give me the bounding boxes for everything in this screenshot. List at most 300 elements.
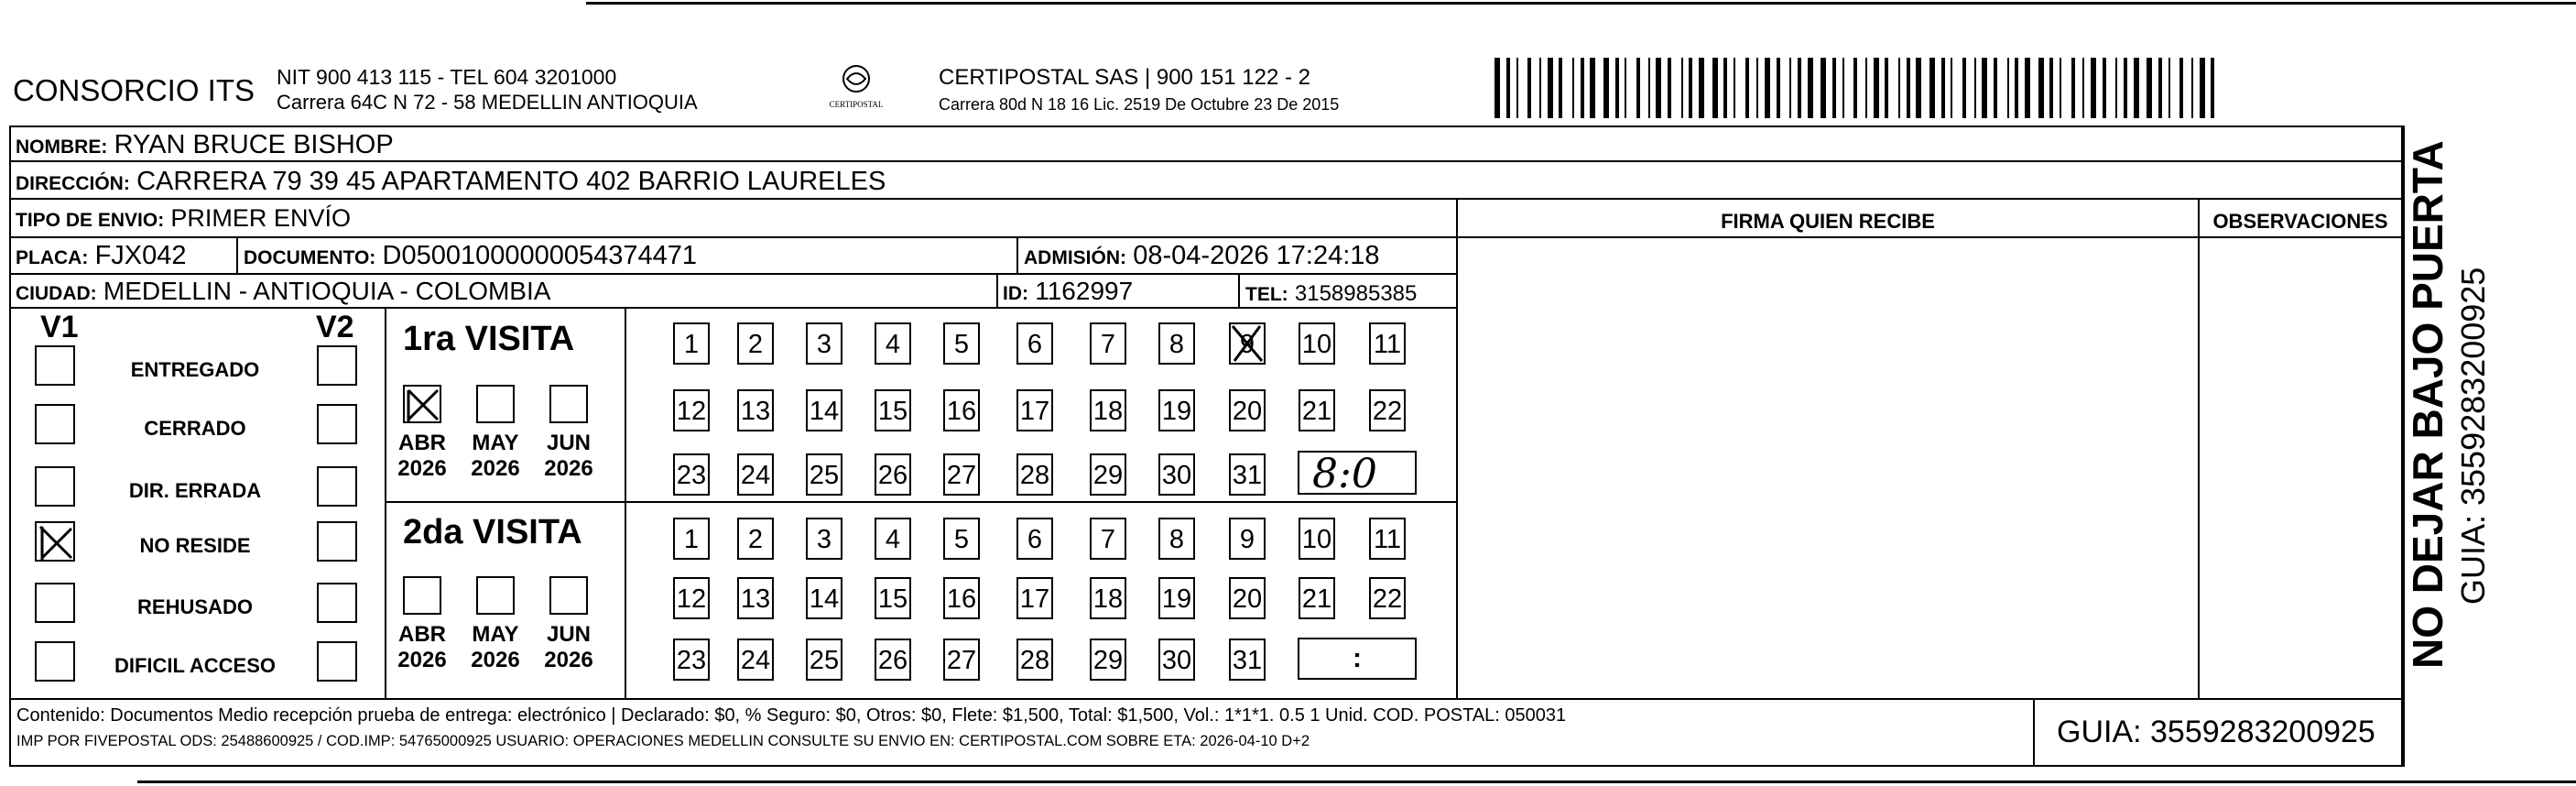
barcode-bar — [1699, 58, 1704, 118]
barcode-bar — [1745, 58, 1749, 118]
day-number: 1 — [683, 330, 700, 359]
second-visit-month-abr[interactable] — [403, 576, 441, 615]
col-line — [625, 307, 626, 698]
second-visit-day-27[interactable] — [943, 639, 980, 681]
nombre-row — [16, 132, 394, 158]
day-number: 16 — [946, 584, 977, 614]
second-visit-day-28[interactable] — [1016, 639, 1053, 681]
id-label: ID: — [1003, 283, 1028, 304]
v1-checkbox-no-reside[interactable] — [35, 521, 75, 562]
day-number: 17 — [1019, 397, 1050, 426]
day-number: 20 — [1232, 397, 1263, 426]
direccion-row — [16, 169, 886, 195]
barcode-bar — [2134, 58, 2139, 118]
second-visit-day-20[interactable] — [1229, 577, 1266, 619]
day-number: 12 — [676, 584, 707, 614]
admision-label: ADMISIÓN: — [1024, 247, 1126, 268]
certipostal-logo — [820, 64, 893, 115]
second-visit-day-30[interactable] — [1158, 639, 1195, 681]
barcode — [1495, 58, 2225, 118]
certipostal-line: CERTIPOSTAL SAS | 900 151 122 - 2 — [939, 65, 1310, 90]
barcode-bar — [2015, 58, 2018, 118]
second-visit-month-may[interactable] — [476, 576, 515, 615]
second-visit-day-22[interactable] — [1369, 577, 1406, 619]
day-number: 28 — [1019, 646, 1050, 675]
first-visit-day-7[interactable] — [1090, 322, 1126, 365]
first-visit-title: 1ra VISITA — [403, 320, 575, 358]
barcode-bar — [2211, 58, 2214, 118]
status-label: DIR. ERRADA — [128, 479, 262, 502]
first-visit-day-28[interactable] — [1016, 453, 1053, 496]
observaciones-header: OBSERVACIONES — [2212, 210, 2388, 233]
barcode-bar — [1765, 58, 1770, 118]
barcode-bar — [1929, 58, 1935, 118]
barcode-bar — [2191, 58, 2193, 118]
guia-vertical-text: GUIA: 3559283200925 — [2454, 267, 2492, 605]
day-number: 24 — [740, 646, 771, 675]
second-visit-day-11[interactable] — [1369, 518, 1406, 560]
day-number: 4 — [885, 330, 901, 359]
second-visit-day-26[interactable] — [875, 639, 911, 681]
v2-checkbox-cerrado[interactable] — [317, 404, 357, 444]
admision-row — [1024, 243, 1380, 269]
second-visit-day-21[interactable] — [1299, 577, 1335, 619]
first-visit-day-8[interactable] — [1158, 322, 1195, 365]
day-number: 23 — [676, 646, 707, 675]
second-visit-day-3[interactable] — [806, 518, 842, 560]
barcode-bar — [1668, 58, 1671, 118]
barcode-bar — [2115, 58, 2117, 118]
second-visit-day-8[interactable] — [1158, 518, 1195, 560]
day-number: 24 — [740, 461, 771, 490]
second-visit-day-14[interactable] — [806, 577, 842, 619]
barcode-bar — [1885, 58, 1888, 118]
first-visit-day-25[interactable] — [806, 453, 842, 496]
v1-checkbox-rehusado[interactable] — [35, 583, 75, 623]
barcode-bar — [1916, 58, 1921, 118]
barcode-bar — [1656, 58, 1661, 118]
logo-icon — [838, 64, 875, 95]
barcode-bar — [1590, 58, 1595, 118]
direccion-value: CARRERA 79 39 45 APARTAMENTO 402 BARRIO LAURELES — [136, 167, 886, 196]
barcode-bar — [1798, 58, 1801, 118]
tipo-value: PRIMER ENVÍO — [170, 204, 351, 232]
second-time-value: : — [1353, 643, 1362, 673]
v2-label: V2 — [316, 310, 354, 344]
col-line — [236, 236, 238, 273]
day-number: 11 — [1373, 525, 1402, 554]
month-year: 2026 — [471, 647, 520, 672]
second-visit-day-7[interactable] — [1090, 518, 1126, 560]
top-cut-line — [586, 2, 2576, 5]
barcode-bar — [2007, 58, 2009, 118]
month-year: 2026 — [544, 455, 593, 481]
v2-checkbox-entregado[interactable] — [317, 345, 357, 386]
first-visit-day-26[interactable] — [875, 453, 911, 496]
second-visit-day-4[interactable] — [875, 518, 911, 560]
barcode-bar — [1681, 58, 1683, 118]
col-line — [385, 307, 386, 698]
first-visit-day-24[interactable] — [737, 453, 774, 496]
row-line — [9, 198, 2405, 200]
footer-guia: GUIA: 3559283200925 — [2057, 715, 2375, 749]
barcode-bar — [2200, 58, 2205, 118]
barcode-bar — [1539, 58, 1541, 118]
ciudad-row — [16, 278, 550, 304]
row-line — [9, 273, 1458, 275]
bottom-cut-line — [137, 781, 2576, 783]
first-visit-day-29[interactable] — [1090, 453, 1126, 496]
v2-checkbox-rehusado[interactable] — [317, 583, 357, 623]
warning-vertical — [2404, 140, 2451, 669]
firma-header: FIRMA QUIEN RECIBE — [1721, 210, 1935, 233]
first-visit-day-1[interactable] — [673, 322, 710, 365]
first-visit-day-11[interactable] — [1369, 322, 1406, 365]
barcode-bar — [1625, 58, 1626, 118]
month-year: 2026 — [397, 455, 447, 481]
first-visit-day-6[interactable] — [1016, 322, 1053, 365]
day-number: 17 — [1019, 584, 1050, 614]
barcode-bar — [1874, 58, 1879, 118]
day-number: 16 — [946, 397, 977, 426]
barcode-bar — [2168, 58, 2170, 118]
second-visit-day-1[interactable] — [673, 518, 710, 560]
month-name: MAY — [472, 622, 519, 647]
barcode-bar — [1581, 58, 1584, 118]
id-value: 1162997 — [1035, 277, 1134, 305]
placa-label: PLACA: — [16, 247, 89, 268]
day-number: 5 — [953, 330, 970, 359]
second-visit-day-16[interactable] — [943, 577, 980, 619]
address-line: Carrera 64C N 72 - 58 MEDELLIN ANTIOQUIA — [277, 91, 698, 114]
second-time-box[interactable] — [1298, 638, 1417, 680]
barcode-bar — [1951, 58, 1952, 118]
barcode-bar — [1603, 58, 1609, 118]
status-label: ENTREGADO — [130, 358, 260, 381]
barcode-bar — [2049, 58, 2053, 118]
barcode-bar — [2124, 58, 2127, 118]
barcode-bar — [1572, 58, 1574, 118]
first-visit-day-3[interactable] — [806, 322, 842, 365]
status-label: DIFICIL ACCESO — [114, 654, 276, 677]
guia-vertical — [2454, 267, 2492, 605]
first-visit-day-22[interactable] — [1369, 389, 1406, 431]
day-number: 13 — [740, 584, 771, 614]
first-time-value: 8:0 — [1312, 451, 1377, 497]
day-number: 29 — [1092, 646, 1124, 675]
month-name: JUN — [546, 622, 591, 647]
row-line — [9, 160, 2405, 162]
v1-checkbox-cerrado[interactable] — [35, 404, 75, 444]
day-number: 8 — [1168, 525, 1185, 554]
day-number: 30 — [1161, 461, 1192, 490]
barcode-bar — [1832, 58, 1836, 118]
first-visit-day-31[interactable] — [1229, 453, 1266, 496]
v1-checkbox-dir-errada[interactable] — [35, 466, 75, 507]
first-visit-day-12[interactable] — [673, 389, 710, 431]
day-number: 25 — [809, 646, 840, 675]
day-number: 15 — [877, 397, 908, 426]
certipostal-address: Carrera 80d N 18 16 Lic. 2519 De Octubre 23 De 2015 — [939, 95, 1340, 114]
day-number: 27 — [946, 461, 977, 490]
warning-text: NO DEJAR BAJO PUERTA — [2404, 140, 2451, 669]
day-number: 26 — [877, 461, 908, 490]
ciudad-label: CIUDAD: — [16, 283, 97, 304]
first-visit-day-18[interactable] — [1090, 389, 1126, 431]
barcode-bar — [1712, 58, 1718, 118]
day-number: 3 — [816, 525, 832, 554]
day-number: 7 — [1100, 330, 1116, 359]
barcode-bar — [1974, 58, 1976, 118]
second-visit-day-10[interactable] — [1299, 518, 1335, 560]
logo-text: CERTIPOSTAL — [829, 100, 884, 109]
barcode-bar — [2060, 58, 2061, 118]
status-label: REHUSADO — [137, 595, 253, 618]
day-number: 11 — [1373, 330, 1402, 359]
first-visit-day-19[interactable] — [1158, 389, 1195, 431]
barcode-bar — [1898, 58, 1900, 118]
second-visit-month-label — [537, 622, 601, 672]
day-number: 28 — [1019, 461, 1050, 490]
second-visit-day-18[interactable] — [1090, 577, 1126, 619]
day-number: 3 — [816, 330, 832, 359]
nombre-label: NOMBRE: — [16, 136, 108, 158]
month-name: ABR — [398, 431, 446, 455]
second-visit-day-24[interactable] — [737, 639, 774, 681]
day-number: 19 — [1161, 397, 1192, 426]
v1-checkbox-entregado[interactable] — [35, 345, 75, 386]
day-number: 15 — [877, 584, 908, 614]
v1-checkbox-dificil-acceso[interactable] — [35, 641, 75, 682]
month-name: MAY — [472, 431, 519, 455]
barcode-bar — [1941, 58, 1945, 118]
first-visit-month-jun[interactable] — [549, 385, 588, 423]
second-visit-day-25[interactable] — [806, 639, 842, 681]
day-number: 20 — [1232, 584, 1263, 614]
day-number: 26 — [877, 646, 908, 675]
barcode-bar — [2091, 58, 2096, 118]
first-visit-day-5[interactable] — [943, 322, 980, 365]
day-number: 2 — [747, 525, 764, 554]
placa-row — [16, 243, 187, 269]
direccion-label: DIRECCIÓN: — [16, 173, 130, 194]
status-label: NO RESIDE — [139, 534, 251, 557]
day-number: 1 — [683, 525, 700, 554]
day-number: 9 — [1239, 525, 1255, 554]
day-number: 14 — [809, 397, 840, 426]
v2-checkbox-dificil-acceso[interactable] — [317, 641, 357, 682]
nombre-value: RYAN BRUCE BISHOP — [114, 130, 394, 159]
barcode-bar — [1962, 58, 1966, 118]
day-number: 9 — [1239, 330, 1255, 359]
first-visit-day-13[interactable] — [737, 389, 774, 431]
first-visit-day-23[interactable] — [673, 453, 710, 496]
day-number: 30 — [1161, 646, 1192, 675]
nit-line: NIT 900 413 115 - TEL 604 3201000 — [277, 65, 617, 89]
day-number: 31 — [1232, 646, 1263, 675]
row-line — [9, 236, 2405, 238]
day-number: 6 — [1027, 525, 1043, 554]
barcode-bar — [2179, 58, 2183, 118]
tel-label: TEL: — [1245, 284, 1288, 305]
day-number: 8 — [1168, 330, 1185, 359]
barcode-bar — [1548, 58, 1553, 118]
month-year: 2026 — [544, 647, 593, 672]
first-visit-month-label — [537, 431, 601, 481]
day-number: 19 — [1161, 584, 1192, 614]
first-visit-day-27[interactable] — [943, 453, 980, 496]
barcode-bar — [2103, 58, 2106, 118]
second-visit-day-9[interactable] — [1229, 518, 1266, 560]
footer-line — [9, 698, 2405, 700]
first-visit-day-14[interactable] — [806, 389, 842, 431]
second-visit-day-2[interactable] — [737, 518, 774, 560]
barcode-bar — [1615, 58, 1619, 118]
id-row — [1003, 278, 1133, 304]
second-visit-day-5[interactable] — [943, 518, 980, 560]
first-visit-day-2[interactable] — [737, 322, 774, 365]
first-visit-month-abr[interactable] — [403, 385, 441, 423]
first-visit-month-label — [463, 431, 527, 481]
second-visit-month-label — [390, 622, 454, 672]
month-name: JUN — [546, 431, 591, 455]
barcode-bar — [1853, 58, 1857, 118]
second-visit-day-29[interactable] — [1090, 639, 1126, 681]
col-line — [2198, 198, 2200, 698]
barcode-bar — [1506, 58, 1510, 118]
barcode-bar — [1636, 58, 1640, 118]
day-number: 4 — [885, 525, 901, 554]
check-mark-icon — [1229, 322, 1266, 365]
day-number: 12 — [676, 397, 707, 426]
tel-row — [1245, 280, 1417, 305]
barcode-bar — [1734, 58, 1735, 118]
first-visit-month-may[interactable] — [476, 385, 515, 423]
barcode-bar — [2082, 58, 2084, 118]
first-visit-day-4[interactable] — [875, 322, 911, 365]
barcode-bar — [1527, 58, 1531, 118]
col-line — [2401, 126, 2403, 767]
month-name: ABR — [398, 622, 446, 647]
barcode-bar — [1842, 58, 1844, 118]
first-visit-day-15[interactable] — [875, 389, 911, 431]
second-visit-day-15[interactable] — [875, 577, 911, 619]
second-visit-title: 2da VISITA — [403, 513, 582, 551]
second-visit-day-31[interactable] — [1229, 639, 1266, 681]
first-visit-day-30[interactable] — [1158, 453, 1195, 496]
tel-value: 3158985385 — [1294, 281, 1418, 306]
first-visit-day-17[interactable] — [1016, 389, 1053, 431]
second-visit-day-12[interactable] — [673, 577, 710, 619]
first-visit-day-20[interactable] — [1229, 389, 1266, 431]
check-mark-icon — [405, 387, 443, 425]
barcode-bar — [1648, 58, 1650, 118]
second-visit-month-label — [463, 622, 527, 672]
col-line — [1238, 273, 1240, 307]
day-number: 18 — [1092, 584, 1124, 614]
day-number: 25 — [809, 461, 840, 490]
second-visit-day-13[interactable] — [737, 577, 774, 619]
row-line — [9, 307, 1458, 309]
company-name: CONSORCIO ITS — [13, 73, 255, 107]
row-line — [385, 501, 1458, 503]
day-number: 23 — [676, 461, 707, 490]
day-number: 18 — [1092, 397, 1124, 426]
day-number: 22 — [1372, 397, 1403, 426]
month-year: 2026 — [471, 455, 520, 481]
check-mark-icon — [37, 523, 77, 563]
day-number: 31 — [1232, 461, 1263, 490]
barcode-bar — [1808, 58, 1813, 118]
v2-checkbox-dir-errada[interactable] — [317, 466, 357, 507]
day-number: 7 — [1100, 525, 1116, 554]
day-number: 13 — [740, 397, 771, 426]
day-number: 6 — [1027, 330, 1043, 359]
second-visit-day-6[interactable] — [1016, 518, 1053, 560]
documento-row — [244, 243, 697, 269]
first-visit-day-10[interactable] — [1299, 322, 1335, 365]
barcode-bar — [2038, 58, 2044, 118]
day-number: 10 — [1301, 525, 1332, 554]
barcode-bar — [2025, 58, 2030, 118]
day-number: 10 — [1301, 330, 1332, 359]
second-visit-day-23[interactable] — [673, 639, 710, 681]
barcode-bar — [1723, 58, 1727, 118]
barcode-bar — [1994, 58, 1997, 118]
second-visit-day-19[interactable] — [1158, 577, 1195, 619]
day-number: 21 — [1301, 584, 1332, 614]
footer-line2: IMP POR FIVEPOSTAL ODS: 25488600925 / COD.IMP: 54765000925 USUARIO: OPERACIONES MEDELLIN CONSULTE SU ENVIO EN: CERTIPOSTAL.COM SOBRE ETA: 2026-04-10 D+2 — [16, 733, 1310, 749]
barcode-bar — [1559, 58, 1562, 118]
first-visit-day-9[interactable] — [1229, 322, 1266, 365]
tipo-row — [16, 206, 351, 231]
col-line — [2033, 698, 2035, 767]
day-number: 21 — [1301, 397, 1332, 426]
admision-value: 08-04-2026 17:24:18 — [1133, 241, 1380, 270]
barcode-bar — [1865, 58, 1867, 118]
second-visit-day-17[interactable] — [1016, 577, 1053, 619]
day-number: 5 — [953, 525, 970, 554]
barcode-bar — [1756, 58, 1758, 118]
day-number: 14 — [809, 584, 840, 614]
first-visit-day-16[interactable] — [943, 389, 980, 431]
barcode-bar — [1982, 58, 1987, 118]
barcode-bar — [1821, 58, 1826, 118]
first-visit-day-21[interactable] — [1299, 389, 1335, 431]
v2-checkbox-no-reside[interactable] — [317, 521, 357, 562]
ciudad-value: MEDELLIN - ANTIOQUIA - COLOMBIA — [103, 277, 551, 305]
footer-line1: Contenido: Documentos Medio recepción prueba de entrega: electrónico | Declarado: $0, % Seguro: $0, Otros: $0, Flete: $1,500, Total: $1,500, Vol.: 1*1*1. 0.5 1 Unid. COD. POSTAL: 050031 — [16, 705, 1567, 726]
barcode-bar — [2071, 58, 2075, 118]
day-number: 2 — [747, 330, 764, 359]
placa-value: FJX042 — [94, 241, 187, 270]
col-line — [1016, 236, 1018, 273]
tipo-label: TIPO DE ENVIO: — [16, 210, 165, 231]
second-visit-month-jun[interactable] — [549, 576, 588, 615]
barcode-bar — [1777, 58, 1780, 118]
documento-value: D05001000000054374471 — [382, 241, 698, 270]
status-label: CERRADO — [144, 417, 246, 440]
barcode-bar — [1789, 58, 1791, 118]
day-number: 27 — [946, 646, 977, 675]
col-line — [996, 273, 998, 307]
month-year: 2026 — [397, 647, 447, 672]
barcode-bar — [1495, 58, 1500, 118]
col-line — [1456, 198, 1458, 698]
documento-label: DOCUMENTO: — [244, 247, 376, 268]
first-time-box[interactable] — [1298, 451, 1417, 495]
barcode-bar — [2158, 58, 2162, 118]
